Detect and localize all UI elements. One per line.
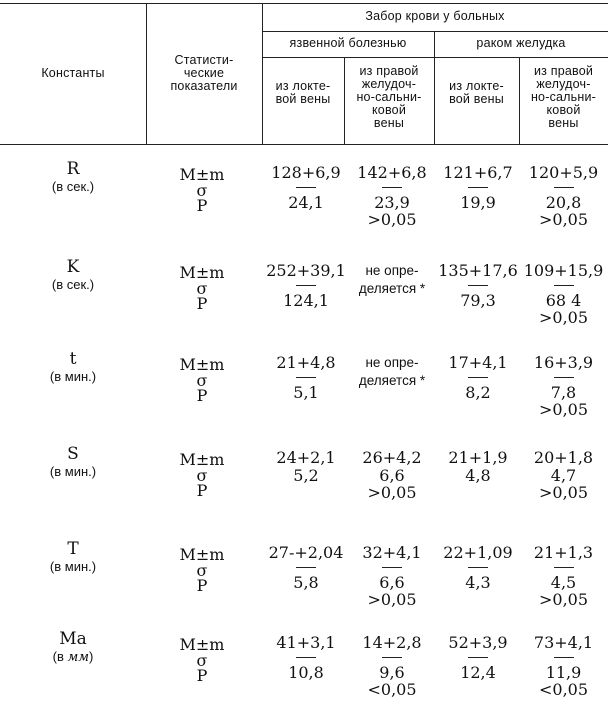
constant-unit	[18, 649, 128, 665]
stat-label: σ	[196, 279, 208, 298]
data-cell	[519, 633, 608, 698]
data-cell	[434, 543, 522, 591]
cell-mean: 109+15,9	[523, 261, 604, 280]
data-cell	[262, 261, 350, 309]
cell-mean: 41+3,1	[276, 633, 336, 652]
subheader-line: из локте-	[449, 79, 504, 93]
unit-italic: мм	[67, 650, 90, 665]
data-cell	[344, 543, 440, 608]
header-statistics	[146, 54, 262, 93]
cell-mean: 142+6,8	[357, 163, 427, 182]
header-statistics-line-1: Статисти-	[174, 53, 234, 67]
cell-mean: 252+39,1	[266, 261, 346, 280]
header-group-ulcer: язвенной болезнью	[289, 36, 407, 50]
subheader-line: из локте-	[275, 79, 331, 93]
stat-label: M±m	[179, 635, 225, 654]
cell-mean: 32+4,1	[362, 543, 422, 562]
cell-dash	[344, 652, 440, 664]
subheader-cancer-cubital	[434, 80, 519, 106]
header-rule-subcolumns	[262, 57, 608, 58]
unit-suffix: )	[89, 649, 94, 664]
cell-dash	[519, 372, 608, 384]
cell-mean: 120+5,9	[528, 163, 599, 182]
cell-dash	[519, 182, 608, 194]
subheader-line: вой вены	[275, 92, 331, 106]
cell-sigma: 11,9	[545, 663, 582, 682]
cell-p: >0,05	[367, 483, 417, 502]
cell-note: не опре-	[365, 355, 419, 370]
unit-prefix: (в	[52, 649, 68, 664]
constant-symbol: R	[66, 159, 80, 179]
cell-p: >0,05	[538, 210, 589, 229]
cell-sigma: 23,9	[374, 193, 410, 212]
subheader-line: желудоч-	[361, 77, 417, 91]
data-cell	[262, 633, 350, 681]
cell-p: <0,05	[538, 680, 589, 699]
data-cell	[262, 163, 350, 211]
cell-sigma: 12,4	[460, 663, 496, 682]
data-cell	[262, 353, 350, 401]
cell-sigma: 10,8	[288, 663, 324, 682]
subheader-ulcer-cubital	[262, 80, 344, 106]
subheader-line: из правой	[359, 64, 419, 78]
data-cell	[519, 448, 608, 501]
cell-sigma: 4,8	[465, 466, 491, 485]
cell-note: не опре-	[365, 263, 419, 278]
cell-dash	[262, 182, 350, 194]
data-cell	[344, 448, 440, 501]
cell-mean: 20+1,8	[533, 448, 594, 467]
header-bottom-rule	[0, 144, 608, 145]
cell-dash	[262, 280, 350, 292]
cell-sigma: 5,8	[293, 573, 319, 592]
subheader-line: вой вены	[449, 92, 504, 106]
cell-sigma: 4,3	[465, 573, 491, 592]
cell-dash	[434, 372, 522, 384]
cell-sigma: 68 4	[545, 291, 582, 310]
cell-mean: 21+1,9	[448, 448, 508, 467]
constant-unit: (в мин.)	[49, 369, 97, 384]
cell-p: >0,05	[538, 400, 589, 419]
stat-labels	[157, 264, 247, 311]
stat-label: M±m	[179, 165, 225, 184]
stat-labels	[157, 356, 247, 403]
stat-labels	[157, 546, 247, 593]
cell-mean: 21+1,3	[533, 543, 594, 562]
constant-unit: (в сек.)	[51, 179, 95, 194]
stat-labels	[157, 636, 247, 683]
data-cell	[434, 448, 522, 484]
cell-sigma: 7,8	[550, 383, 577, 402]
cell-mean: 128+6,9	[271, 163, 341, 182]
cell-dash	[434, 182, 522, 194]
cell-sigma: 6,6	[379, 573, 405, 592]
cell-p: >0,05	[538, 308, 589, 327]
stat-label: P	[196, 666, 208, 685]
cell-mean: 16+3,9	[533, 353, 594, 372]
col-divider-2	[262, 3, 263, 144]
cell-dash	[262, 372, 350, 384]
data-cell	[519, 163, 608, 228]
cell-dash	[344, 182, 440, 194]
cell-sigma: 5,1	[293, 383, 319, 402]
constant-unit: (в мин.)	[49, 559, 97, 574]
header-rule-groups	[262, 31, 608, 32]
stat-label: σ	[196, 466, 208, 485]
subheader-line: ковой	[372, 103, 406, 117]
stat-label: P	[196, 294, 208, 313]
cell-mean: 22+1,09	[443, 543, 513, 562]
cell-sigma: 8,2	[465, 383, 491, 402]
cell-mean: 24+2,1	[276, 448, 336, 467]
data-cell	[434, 353, 522, 401]
cell-mean: 17+4,1	[448, 353, 508, 372]
stat-label: M±m	[179, 263, 225, 282]
subheader-line: ковой	[546, 103, 581, 117]
stat-labels	[157, 451, 247, 498]
data-cell	[519, 261, 608, 326]
stat-label: σ	[196, 371, 208, 390]
cell-sigma: 19,9	[460, 193, 496, 212]
constant-unit: (в мин.)	[49, 464, 97, 479]
constant-symbol: Ma	[59, 629, 87, 649]
stat-label: M±m	[179, 355, 225, 374]
data-cell	[262, 448, 350, 484]
cell-note: деляется *	[358, 281, 426, 296]
stat-label: P	[196, 576, 208, 595]
table-top-rule	[0, 3, 608, 4]
cell-mean: 27-+2,04	[268, 543, 344, 562]
constant-symbol: S	[67, 444, 79, 464]
cell-sigma: 20,8	[545, 193, 582, 212]
cell-dash	[344, 562, 440, 574]
header-constants: Константы	[41, 66, 105, 80]
header-blood-sampling: Забор крови у больных	[365, 9, 505, 23]
cell-mean: 14+2,8	[362, 633, 422, 652]
stat-label: P	[196, 481, 208, 500]
cell-mean: 135+17,6	[438, 261, 518, 280]
cell-p: >0,05	[367, 590, 417, 609]
subheader-line: желудоч-	[536, 77, 591, 91]
cell-sigma: 79,3	[460, 291, 496, 310]
cell-p: >0,05	[538, 483, 589, 502]
constant-symbol: t	[69, 349, 77, 369]
subheader-cancer-gastroepiploic	[519, 65, 608, 130]
subheader-line: но-сальни-	[356, 90, 422, 104]
cell-p: <0,05	[367, 680, 417, 699]
cell-p: >0,05	[538, 590, 589, 609]
cell-sigma: 4,7	[550, 466, 577, 485]
subheader-line: но-сальни-	[530, 90, 597, 104]
cell-sigma: 5,2	[293, 466, 319, 485]
subheader-ulcer-gastroepiploic	[344, 65, 434, 130]
cell-dash	[434, 280, 522, 292]
cell-sigma: 6,6	[379, 466, 405, 485]
cell-dash	[262, 652, 350, 664]
stat-label: P	[196, 196, 208, 215]
cell-dash	[434, 562, 522, 574]
cell-mean: 73+4,1	[533, 633, 594, 652]
cell-dash	[519, 280, 608, 292]
stat-labels	[157, 166, 247, 213]
data-cell	[344, 354, 440, 390]
data-cell	[434, 633, 522, 681]
constant-symbol: K	[66, 257, 80, 277]
cell-dash	[434, 652, 522, 664]
subheader-line: вены	[548, 116, 579, 130]
cell-sigma: 9,6	[379, 663, 405, 682]
data-cell	[519, 353, 608, 418]
cell-mean: 121+6,7	[443, 163, 513, 182]
subheader-line: вены	[373, 116, 405, 130]
cell-sigma: 124,1	[283, 291, 329, 310]
data-cell	[344, 163, 440, 228]
constant-unit: (в сек.)	[51, 277, 95, 292]
header-statistics-line-3: показатели	[170, 79, 238, 93]
data-cell	[262, 543, 350, 591]
data-cell	[344, 262, 440, 298]
cell-sigma: 4,5	[550, 573, 577, 592]
data-cell	[344, 633, 440, 698]
stat-label: M±m	[179, 450, 225, 469]
header-group-cancer: раком желудка	[476, 36, 566, 50]
cell-p: >0,05	[367, 210, 417, 229]
cell-mean: 52+3,9	[448, 633, 508, 652]
stat-label: P	[196, 386, 208, 405]
stat-label: σ	[196, 181, 208, 200]
cell-mean: 26+4,2	[362, 448, 422, 467]
cell-note: деляется *	[358, 373, 426, 388]
cell-dash	[519, 562, 608, 574]
constant-symbol: T	[67, 539, 79, 559]
data-cell	[434, 163, 522, 211]
stat-label: σ	[196, 561, 208, 580]
cell-dash	[519, 652, 608, 664]
data-cell	[519, 543, 608, 608]
data-cell	[434, 261, 522, 309]
stat-label: M±m	[179, 545, 225, 564]
cell-sigma: 24,1	[288, 193, 324, 212]
cell-dash	[262, 562, 350, 574]
stat-label: σ	[196, 651, 208, 670]
cell-mean: 21+4,8	[276, 353, 336, 372]
header-statistics-line-2: ческие	[183, 66, 225, 80]
subheader-line: из правой	[533, 64, 594, 78]
